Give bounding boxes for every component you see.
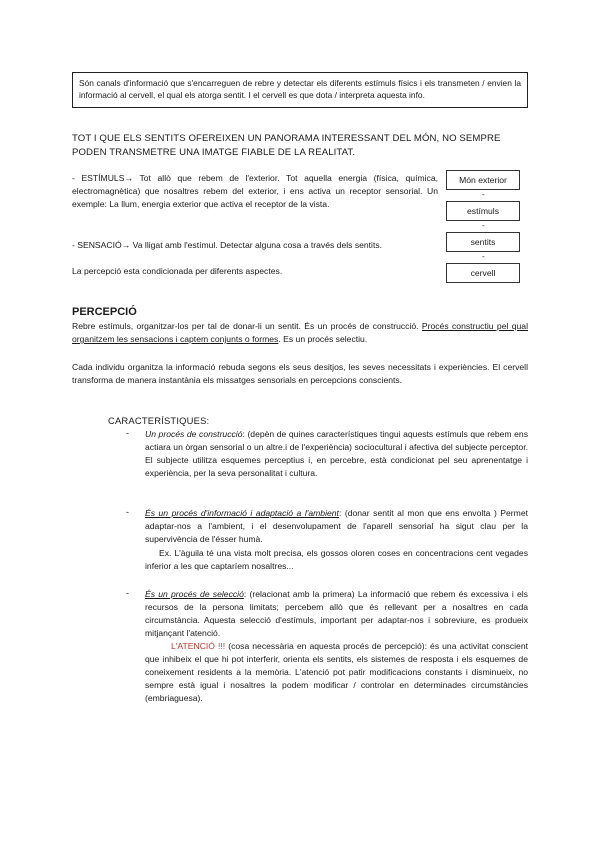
intro-text: Són canals d'informació que s'encarreguen de rebre y detectar els diferents estímuls físics i els transmeten / envien la informació al cervell, el qual els atorga sentit. I el cervell es que dota / interpreta aquesta info. (79, 78, 521, 101)
estimuls-text: Tot allò que rebem de l'exterior. Tot aquella energia (física, química, electromagnètica) que nosaltres rebem del exterior, i ens activa un receptor sensorial. Un exemple: La llum, energia exterior que activa el receptor de la vista. (72, 173, 438, 209)
characteristic-text: : (donar sentit al mon que ens envolta ) Permet adaptar-nos a l'ambient, i el desenvolupament de l'aparell sensorial ha sigut clau per la supervivència de l'ésser humà. (145, 508, 528, 544)
characteristic-informacio (145, 507, 528, 546)
flow-box-mon-exterior: Món exterior (446, 170, 520, 190)
caracteristiques-title: CARACTERÍSTIQUES: (108, 415, 210, 426)
definition-underlined: Procés constructiu pel qual organitzem les sensacions i captem conjunts o formes (72, 321, 528, 344)
arrow-icon: → (124, 173, 134, 183)
characteristic-construccio (145, 428, 528, 480)
characteristic-title: És un procés de selecció (145, 589, 244, 599)
attention-label: L'ATENCIÓ !!! (171, 641, 226, 651)
bullet-dash: - (126, 507, 129, 517)
arrow-icon: → (121, 240, 131, 250)
attention-text: (cosa necessària en aquesta procés de percepció): és una activitat conscient que inhibeix el que hi pot interferir, orienta els sentits, els sistemes de resposta i els esquemes de coneixement residents a la memòria. L'atenció pot patir modificacions constants i disminueix, no sempre està igual i nosaltres la podem modificar / controlar en determinades circumstàncies (embriaguesa). (145, 641, 529, 703)
flow-box-cervell: cervell (446, 263, 520, 283)
flow-box-sentits: sentits (446, 232, 520, 252)
sensacio-text: Va lligat amb l'estímul. Detectar alguna cosa a través dels sentits. (130, 240, 383, 250)
cada-individu-paragraph: Cada individu organitza la informació rebuda segons els seus desitjos, les seves necessitats i experiències. El cervell transforma de manera instantània els missatges sensorials en percepcions conscients. (72, 362, 528, 385)
percepcio-heading: PERCEPCIÓ (72, 306, 137, 318)
caps-statement: TOT I QUE ELS SENTITS OFEREIXEN UN PANORAMA INTERESSANT DEL MÓN, NO SEMPRE PODEN TRANSMETRE UNA IMATGE FIABLE DE LA REALITAT. (72, 133, 501, 158)
flow-connector: - (482, 252, 485, 261)
definition-part1: Rebre estímuls, organitzar-los per tal de donar-li un sentit. És un procés de construcció. (72, 321, 422, 331)
definition-part2: . Es un procés selectiu. (278, 334, 368, 344)
flow-connector: - (482, 190, 485, 199)
bullet-dash: - (126, 428, 129, 438)
estimuls-label: - ESTÍMULS (72, 173, 125, 183)
characteristic-text: : (relacionat amb la primera) La informació que rebem és excessiva i els recursos de la persona limitats; percebem allò que és rellevant per a nosaltres en cada circumstància. Aquesta selecció d'estímuls, important per adaptar-nos i sobreviure, es produeix mitjançant l'atenció. (145, 589, 528, 638)
bullet-dash: - (126, 588, 129, 598)
characteristic-text: : (depèn de quines característiques tingui aquests estímuls que rebem ens actiara un òrgan sensorial o un altre.i de l'experiència) sociocultural i afectiva del subjecte perceptor. El subjecte utilitza esquemes perceptius i, en percebre, està condicionat pel seu aprenentatge i experiència, per la seva personalitat i cultura. (145, 429, 529, 478)
sensacio-paragraph (72, 239, 442, 252)
estimuls-paragraph (72, 172, 438, 211)
percepcio-definition (72, 320, 528, 346)
characteristic-title: Un procés de construcció (145, 429, 243, 439)
attention-paragraph (145, 640, 528, 705)
characteristic-seleccio (145, 588, 528, 640)
characteristic-title: És un procés d'informació i adaptació a l'ambient (145, 508, 339, 518)
intro-box (72, 72, 528, 108)
flow-box-estimuls: estímuls (446, 201, 520, 221)
characteristic-example: Ex. L'àguila té una vista molt precisa, els gossos oloren coses en concentracions cent vegades inferior a les que captaríem nosaltres... (145, 548, 528, 571)
percepcio-conditioned: La percepció esta condicionada per diferents aspectes. (72, 266, 283, 276)
sensacio-label: - SENSACIÓ (72, 240, 122, 250)
flow-connector: - (482, 221, 485, 230)
